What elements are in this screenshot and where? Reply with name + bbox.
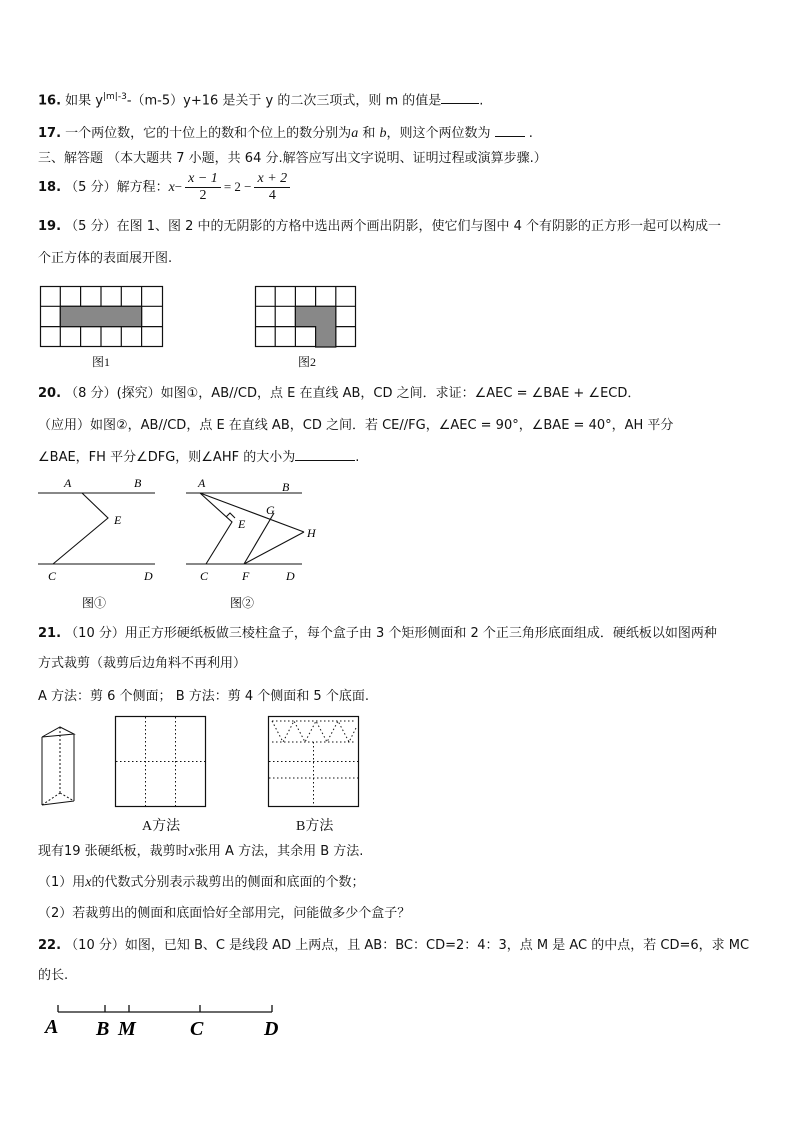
section-3-heading: 三、解答题 （本大题共 7 小题，共 64 分.解答应写出文字说明、证明过程或演算步骤.） [38,151,547,166]
label-m: M [118,1018,136,1040]
label-f: F [242,569,250,583]
question-21-line-2: 方式裁剪（裁剪后边角料不再利用） [38,656,247,671]
q21-var-x: x [188,844,195,859]
q21-sub1-var-x: x [85,875,92,890]
label-a: A [64,476,72,490]
question-20-line-3 [38,448,359,467]
question-21-line-4 [38,843,363,861]
question-18 [38,170,293,204]
question-22-line-1 [38,937,749,955]
label-a: A [198,476,206,490]
q21-method-b-caption: B方法 [296,819,334,834]
q16-exponent: |m|-3 [103,92,127,102]
q19-number: 19. [38,219,62,234]
label-g: G [266,503,275,517]
q20-figure-1-caption: 图① [82,596,107,610]
q18-var-x: x [168,180,175,195]
q21-triangular-prism [38,725,80,810]
q22-number: 22. [38,938,62,953]
q21-sub1-b: 的代数式分别表示裁剪出的侧面和底面的个数； [91,875,365,890]
q18-number: 18. [38,180,62,195]
q16-text-3: . [479,93,484,109]
q20-text-3-end: . [355,450,360,465]
q16-number: 16. [38,93,62,109]
question-17 [38,124,533,143]
q18-fraction-1-denominator: 2 [199,188,207,203]
q18-equals: = 2 − [223,179,252,194]
q19-grid-figure-1[interactable] [40,286,164,348]
label-d: D [264,1018,279,1040]
label-a: A [45,1016,59,1038]
q16-text-1: 如果 y [65,93,103,109]
label-h: H [307,526,316,540]
label-d: D [144,569,153,583]
question-21-line-1 [38,625,717,643]
q18-fraction-2-denominator: 4 [268,188,276,203]
label-c: C [48,569,57,583]
question-20-line-1 [38,385,640,403]
q20-number: 20. [38,386,62,401]
label-b: B [134,476,142,490]
q18-minus: − [174,179,183,194]
q19-text-1: （5 分）在图 1、图 2 中的无阴影的方格中选出两个画出阴影，使它们与图中 4 个有阴影的正方形一起可以构成一 [65,219,722,234]
q21-method-a-board [115,716,207,808]
q21-sub1-a: （1）用 [38,875,86,890]
q21-text-4b: 张用 A 方法，其余用 B 方法. [194,844,364,859]
label-e: E [114,513,122,527]
q21-method-b-board [268,716,360,808]
q22-segment-figure [40,1000,290,1045]
q18-text: （5 分）解方程： [65,180,169,195]
q22-text-1: （10 分）如图，已知 B、C 是线段 AD 上两点，且 AB：BC：CD=2：4：3，点 M 是 AC 的中点，若 CD=6，求 MC [65,938,750,953]
q17-var-a: a [351,126,359,141]
q19-figure-1-caption: 图1 [92,355,111,369]
q18-fraction-1 [185,171,221,204]
q20-figure-2 [178,474,328,614]
q16-text-2: -（m-5）y+16 是关于 y 的二次三项式，则 m 的值是 [126,93,442,109]
label-c: C [190,1018,204,1040]
question-21-line-3: A 方法：剪 6 个侧面； B 方法：剪 4 个侧面和 5 个底面. [38,689,369,704]
label-b: B [96,1018,110,1040]
q21-text-1: （10 分）用正方形硬纸板做三棱柱盒子，每个盒子由 3 个矩形侧面和 2 个正三角形底面组成．硬纸板以如图两种 [65,626,717,641]
q19-grid-figure-2[interactable] [255,286,357,348]
q17-text-4: . [528,126,533,141]
q17-text-3: ，则这个两位数为 [386,126,491,141]
q17-text-2: 和 [362,126,376,141]
label-c: C [200,569,209,583]
q16-answer-blank[interactable] [441,91,479,104]
q18-fraction-2-numerator: x + 2 [254,171,290,188]
q20-figure-2-caption: 图② [230,596,255,610]
q21-method-a-caption: A方法 [142,819,181,834]
q18-fraction-1-numerator: x − 1 [185,171,221,188]
q21-number: 21. [38,626,62,641]
label-e: E [238,517,246,531]
broken-line-aec [53,493,108,564]
q20-figure-1 [30,474,160,614]
question-19-line-1 [38,218,721,236]
q21-text-4a: 现有19 张硬纸板，裁剪时 [38,844,189,859]
q19-figure-2-caption: 图2 [298,355,317,369]
label-b: B [282,480,290,494]
question-19-line-2: 个正方体的表面展开图. [38,251,173,266]
label-d: D [286,569,295,583]
question-20-line-2: （应用）如图②，AB//CD，点 E 在直线 AB，CD 之间．若 CE//FG，∠AEC = 90°，∠BAE = 40°，AH 平分 [38,418,674,433]
q18-fraction-2 [254,171,290,204]
q17-text-1: 一个两位数，它的十位上的数和个位上的数分别为 [65,126,352,141]
question-21-sub-2: （2）若裁剪出的侧面和底面恰好全部用完，问能做多少个盒子？ [38,906,411,921]
question-21-sub-1 [38,874,365,892]
q17-var-b: b [379,126,387,141]
segment-ah [200,493,304,532]
q20-answer-blank[interactable] [295,448,355,461]
q17-answer-blank[interactable] [495,124,525,137]
question-16 [38,88,483,110]
q17-number: 17. [38,126,62,141]
q20-text-1: （8 分）(探究）如图①，AB//CD，点 E 在直线 AB，CD 之间．求证：∠AEC = ∠BAE + ∠ECD． [65,386,641,401]
question-22-line-2: 的长. [38,968,69,983]
q20-text-3: ∠BAE，FH 平分∠DFG，则∠AHF 的大小为 [38,450,296,465]
